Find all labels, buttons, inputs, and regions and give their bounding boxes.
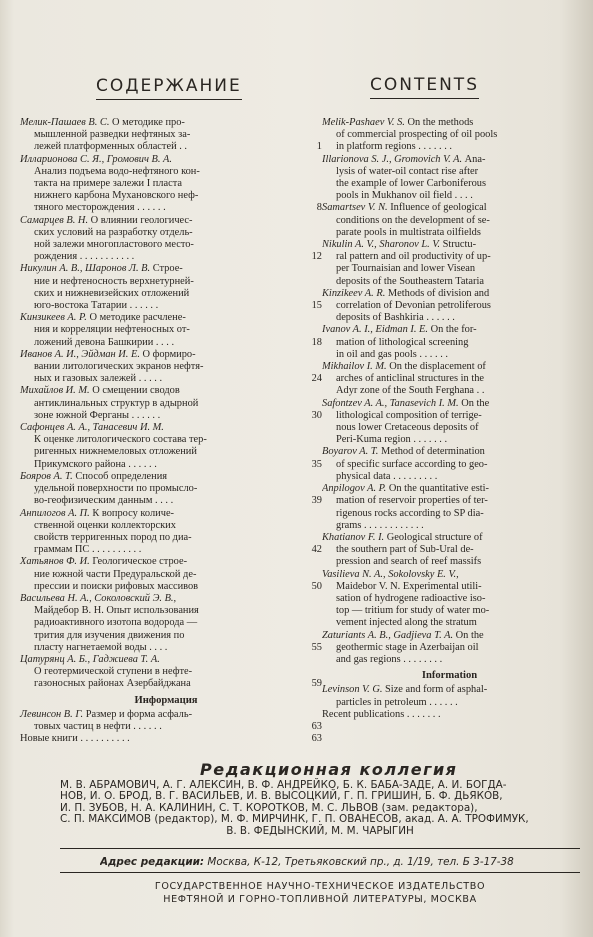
toc-entry xyxy=(322,288,577,325)
contents-list-ru xyxy=(20,117,322,745)
toc-entry xyxy=(322,324,577,361)
toc-entry-line: Самарцев В. Н. О влиянии геологичес- xyxy=(20,214,193,226)
toc-entry-line: Kinzikeev A. R. Methods of division and xyxy=(322,287,490,299)
address-label: Адрес редакции: xyxy=(100,856,205,868)
toc-entry-line: ложений девона Башкирии . . . . xyxy=(34,336,175,348)
toc-page-number: 39 xyxy=(311,495,322,507)
toc-entry-line: Анализ подъема водо-нефтяного кон- xyxy=(34,165,200,177)
toc-entry-line: arches of anticlinal structures in the xyxy=(336,373,485,385)
toc-entry-line: тяного месторождения . . . . . . xyxy=(34,202,166,214)
toc-entry xyxy=(20,153,322,215)
toc-entry-line: Михайлов И. М. О смещении сводов xyxy=(20,385,180,397)
editorial-address xyxy=(100,856,580,868)
toc-entry-line: Сафонцев А. А., Танасевич И. М. xyxy=(20,422,164,434)
toc-entry-line: радиоактивного изотопа водорода — xyxy=(34,617,198,629)
toc-entry-line: вании литологических экранов нефтя- xyxy=(34,361,204,373)
toc-entry-line: ских условий на разработку отдель- xyxy=(34,226,193,238)
publisher-line: НЕФТЯНОЙ И ГОРНО-ТОПЛИВНОЙ ЛИТЕРАТУРЫ, МОСКВА xyxy=(163,894,477,905)
toc-entry-line: свойств терригенных пород по диа- xyxy=(34,531,192,543)
toc-entry-line: Zaturiants A. B., Gadjieva T. A. On the xyxy=(322,629,484,641)
toc-entry xyxy=(20,385,322,422)
toc-entry-line: of commercial prospecting of oil pools xyxy=(336,129,498,141)
toc-entry-line: Boyarov A. T. Method of determination xyxy=(322,446,485,458)
toc-entry xyxy=(20,653,322,691)
toc-entry xyxy=(20,263,322,312)
address-text: Москва, К-12, Третьяковский пр., д. 1/19, тел. Б 3-17-38 xyxy=(207,856,514,868)
toc-entry-line: рождения . . . . . . . . . . . xyxy=(34,251,135,263)
toc-entry-line: нижнего карбона Мухановского неф- xyxy=(34,190,199,202)
toc-entry-line: rigenous rocks according to SP dia- xyxy=(336,507,484,519)
divider-bottom xyxy=(60,872,580,873)
toc-entry-line: Melik-Pashaev V. S. On the methods xyxy=(322,117,474,128)
toc-entry-line: трития для изучения движения по xyxy=(34,629,185,641)
toc-entry-line: удельной поверхности по промысло- xyxy=(34,483,198,495)
toc-page-number: 35 xyxy=(311,458,322,470)
toc-entry-line: Illarionova S. J., Gromovich V. A. Ana- xyxy=(322,153,486,165)
editorial-board-title: Редакционная коллегия xyxy=(200,760,458,779)
toc-entry xyxy=(322,684,577,708)
toc-entry xyxy=(322,532,577,569)
toc-entry-line: О геотермической ступени в нефте- xyxy=(34,666,193,678)
toc-entry-line: Новые книги . . . . . . . . . . xyxy=(20,733,130,745)
toc-entry-line: пласту нагнетаемой воды . . . . xyxy=(34,641,168,653)
toc-entry-line: ние и нефтеносность верхнетурней- xyxy=(34,275,194,287)
toc-entry-line: top — tritium for study of water mo- xyxy=(336,605,490,617)
toc-entry xyxy=(20,556,322,593)
toc-entry-line: mation of reservoir properties of ter- xyxy=(336,495,488,507)
toc-entry-line: во-геофизическим данным . . . . xyxy=(34,495,174,507)
toc-entry xyxy=(322,117,577,154)
toc-entry-line: of specific surface according to geo- xyxy=(336,458,488,470)
divider-top xyxy=(60,848,580,849)
toc-entry-line: такта на примере залежи I пласта xyxy=(34,178,182,190)
toc-page-number: 50 xyxy=(311,580,322,592)
toc-entry-line: geothermic stage in Azerbaijan oil xyxy=(336,641,479,653)
toc-entry xyxy=(322,569,577,630)
toc-entry-line: physical data . . . . . . . . . xyxy=(336,470,438,482)
toc-entry-line: Левинсон В. Г. Размер и форма асфаль- xyxy=(20,708,193,720)
toc-entry-line: parate pools in multistrata oilfields xyxy=(336,226,481,238)
toc-page-number: 8 xyxy=(316,202,322,214)
toc-page-number: 63 xyxy=(311,720,322,732)
toc-entry-line: граммам ПС . . . . . . . . . . xyxy=(34,544,142,556)
toc-page-number: 24 xyxy=(311,373,322,385)
information-heading: Информация xyxy=(134,694,198,706)
toc-entry-line: Vasilieva N. A., Sokolovsky E. V., xyxy=(322,568,459,580)
toc-entry xyxy=(322,361,577,398)
toc-entry xyxy=(20,214,322,264)
toc-entry xyxy=(322,239,577,288)
board-member-line: М. В. АБРАМОВИЧ, А. Г. АЛЕКСИН, В. Ф. АНДРЕЙКО, Б. К. БАБА-ЗАДЕ, А. И. БОГДА- xyxy=(60,779,507,791)
toc-entry xyxy=(20,592,322,654)
toc-entry-line: Levinson V. G. Size and form of asphal- xyxy=(322,684,488,696)
board-member-line: С. П. МАКСИМОВ (редактор), М. Ф. МИРЧИНК, Г. П. ОВАНЕСОВ, акад. А. А. ТРОФИМУК, xyxy=(60,813,529,826)
toc-entry-line: Кинзикеев А. Р. О методике расчлене- xyxy=(20,312,186,324)
toc-entry-line: Илларионова С. Я., Громович В. А. xyxy=(20,153,172,165)
toc-entry-line: Прикумского района . . . . . . xyxy=(34,458,157,470)
toc-entry-line: grams . . . . . . . . . . . . xyxy=(336,519,424,531)
toc-entry-line: Mikhailov I. M. On the displacement of xyxy=(322,361,486,373)
toc-page-number: 42 xyxy=(311,544,322,556)
toc-entry-line: ских и нижневизейских отложений xyxy=(34,287,190,299)
toc-entry-line: pools in Mukhanov oil field . . . . xyxy=(336,190,473,202)
toc-entry-line: Khatianov F. I. Geological structure of xyxy=(322,531,483,543)
toc-page-number: 18 xyxy=(311,336,322,348)
toc-entry-line: товых частиц в нефти . . . . . . xyxy=(34,720,162,732)
publisher-imprint xyxy=(60,880,580,906)
toc-entry-line: deposits of the Southeastern Tataria xyxy=(336,275,484,287)
toc-entry-line: ной залежи многопластового место- xyxy=(34,239,194,251)
toc-entry-line: Maidebor V. N. Experimental utili- xyxy=(336,580,482,592)
board-member-line: И. П. ЗУБОВ, Н. А. КАЛИНИН, С. Т. КОРОТКОВ, М. С. ЛЬВОВ (зам. редактора), xyxy=(60,801,478,814)
toc-entry-line: ние южной части Предуральской де- xyxy=(34,568,197,580)
toc-entry-line: Майдебор В. Н. Опыт использования xyxy=(34,605,199,617)
contents-list-en xyxy=(322,117,577,721)
toc-entry-line: the example of lower Carboniferous xyxy=(336,178,487,190)
toc-entry-line: ригенных нижнемеловых отложений xyxy=(34,446,197,458)
toc-entry-line: Peri-Kuma region . . . . . . . xyxy=(336,434,448,446)
toc-page-number: 15 xyxy=(311,300,322,312)
toc-entry xyxy=(20,470,322,508)
toc-entry-line: Safontzev A. A., Tanasevich I. M. On the xyxy=(322,397,490,409)
publisher-line: ГОСУДАРСТВЕННОЕ НАУЧНО-ТЕХНИЧЕСКОЕ ИЗДАТЕЛЬСТВО xyxy=(154,881,486,892)
toc-entry-line: per Tournaisian and lower Visean xyxy=(336,263,476,275)
toc-entry-line: in oil and gas pools . . . . . . xyxy=(336,348,448,360)
toc-entry-line: юго-востока Татарии . . . . . . xyxy=(34,300,159,312)
toc-entry-line: Цатурянц А. Б., Гаджиева Т. А. xyxy=(20,653,160,665)
toc-entry-line: pression and search of reef massifs xyxy=(336,556,482,568)
toc-entry-line: Ivanov A. I., Eidman I. E. On the for- xyxy=(322,324,477,336)
toc-entry xyxy=(20,117,322,154)
toc-entry xyxy=(20,312,322,349)
toc-entry xyxy=(322,154,577,203)
toc-page-number: 1 xyxy=(316,141,322,153)
board-member-line: НОВ, И. О. БРОД, В. Г. ВАСИЛЬЕВ, И. В. ВЫСОЦКИЙ, Г. П. ГРИШИН, Б. Ф. ДЬЯКОВ, xyxy=(60,790,503,803)
toc-entry-line: Мелик-Пашаев В. С. О методике про- xyxy=(20,117,185,128)
toc-entry xyxy=(20,708,322,733)
editorial-board-members xyxy=(60,780,580,837)
toc-entry xyxy=(322,446,577,483)
toc-entry-line: sation of hydrogene radioactive iso- xyxy=(336,592,486,604)
toc-entry-line: Nikulin A. V., Sharonov L. V. Structu- xyxy=(322,239,477,251)
toc-entry-line: прессии и поиски рифовых массивов xyxy=(34,580,199,592)
toc-entry xyxy=(20,733,322,745)
board-member-line: В. В. ФЕДЫНСКИЙ, М. М. ЧАРЫГИН xyxy=(226,824,414,837)
toc-page-number: 59 xyxy=(311,678,322,690)
toc-entry-line: lysis of water-oil contact rise after xyxy=(336,165,479,177)
toc-entry-line: зоне южной Ферганы . . . . . . xyxy=(34,409,161,421)
contents-heading-ru: СОДЕРЖАНИЕ xyxy=(96,76,242,100)
toc-entry-line: Samartsev V. N. Influence of geological xyxy=(322,202,487,214)
toc-entry-line: Recent publications . . . . . . . xyxy=(322,708,441,720)
toc-entry-line: Бояров А. Т. Способ определения xyxy=(20,470,168,482)
toc-entry-line: mation of lithological screening xyxy=(336,336,469,348)
toc-entry xyxy=(20,507,322,557)
toc-entry-line: ственной оценки коллекторских xyxy=(34,519,176,531)
toc-entry xyxy=(322,483,577,532)
toc-entry-line: мышленной разведки нефтяных за- xyxy=(34,129,191,141)
toc-entry-line: deposits of Bashkiria . . . . . . xyxy=(336,312,455,324)
toc-entry-line: газоносных районах Азербайджана xyxy=(34,678,191,690)
toc-entry-line: Анпилогов А. П. К вопросу количе- xyxy=(20,507,175,519)
toc-page-number: 63 xyxy=(311,733,322,745)
toc-entry-line: correlation of Devonian petroliferous xyxy=(336,300,491,312)
toc-entry-line: particles in petroleum . . . . . . xyxy=(336,696,458,708)
toc-entry xyxy=(322,398,577,447)
toc-entry-line: Иванов А. И., Эйдман И. Е. О формиро- xyxy=(20,348,196,360)
toc-entry-line: ных и газовых залежей . . . . . xyxy=(34,373,163,385)
toc-entry xyxy=(20,422,322,471)
toc-entry xyxy=(322,630,577,667)
toc-entry xyxy=(322,202,577,239)
toc-entry-line: К оценке литологического состава тер- xyxy=(34,434,207,446)
toc-page-number: 55 xyxy=(311,641,322,653)
toc-entry-line: Adyr zone of the South Ferghana . . xyxy=(336,385,485,397)
toc-entry-line: in platform regions . . . . . . . xyxy=(336,141,453,153)
toc-entry-line: Васильева Н. А., Соколовский Э. В., xyxy=(20,592,177,604)
toc-entry-line: Хатьянов Ф. И. Геологическое строе- xyxy=(20,556,188,568)
toc-entry-line: vement injected along the stratum xyxy=(336,617,477,629)
toc-page-number: 30 xyxy=(311,409,322,421)
toc-entry-line: ral pattern and oil productivity of up- xyxy=(336,251,491,263)
information-heading: Information xyxy=(421,670,478,682)
toc-page-number: 12 xyxy=(311,251,322,263)
toc-entry-line: Anpilogov A. P. On the quantitative esti- xyxy=(322,483,490,495)
toc-entry-line: лежей платформенных областей . . xyxy=(34,141,188,153)
toc-entry-line: conditions on the development of se- xyxy=(336,214,490,226)
toc-entry xyxy=(20,348,322,386)
toc-entry-line: Никулин А. В., Шаронов Л. В. Строе- xyxy=(20,263,183,275)
toc-entry-line: nous lower Cretaceous deposits of xyxy=(336,422,479,434)
toc-entry xyxy=(322,709,577,721)
toc-entry-line: the southern part of Sub-Ural de- xyxy=(336,544,474,556)
toc-entry-line: ния и корреляции нефтеносных от- xyxy=(34,324,190,336)
contents-heading-en: CONTENTS xyxy=(370,75,479,99)
toc-entry-line: and gas regions . . . . . . . . xyxy=(336,653,443,665)
toc-entry-line: lithological composition of terrige- xyxy=(336,409,482,421)
toc-entry-line: антиклинальных структур в адырной xyxy=(34,397,199,409)
